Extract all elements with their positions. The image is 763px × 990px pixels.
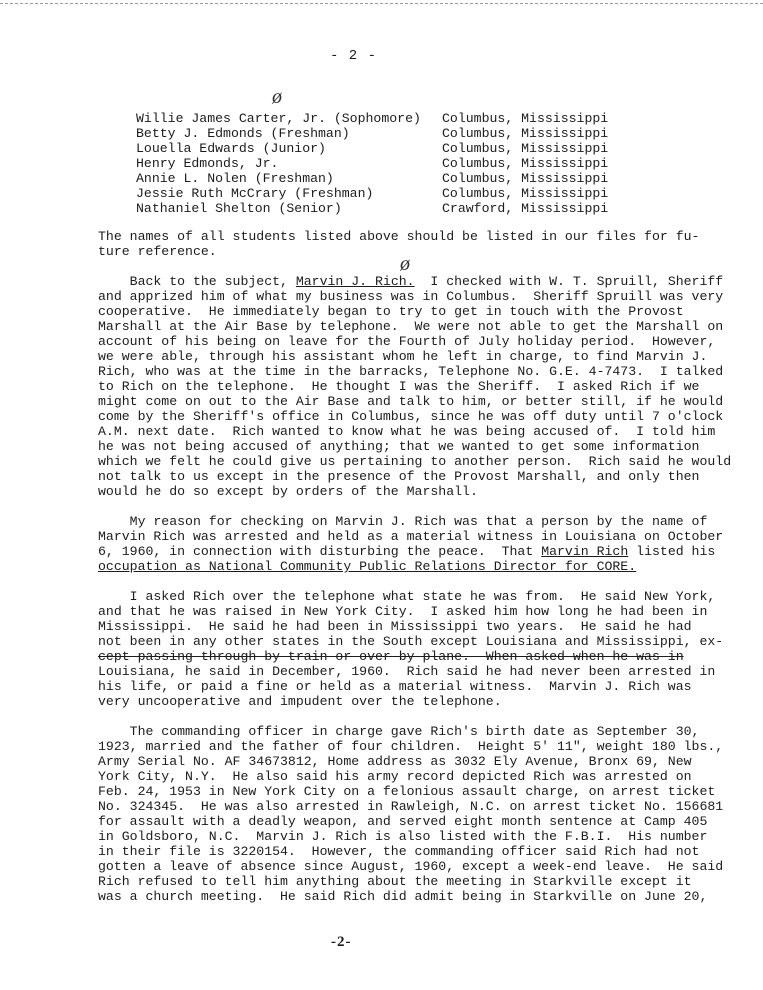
letter-body — [98, 229, 732, 919]
student-name: Willie James Carter, Jr. (Sophomore) — [136, 111, 421, 126]
student-row — [136, 111, 608, 126]
paragraph-text: My reason for checking on Marvin J. Rich was that a person by the name of Marvin Rich was arrested and held as a material witness in Louisiana on October 6, 1960, in connection with disturbing the peace. That — [98, 514, 724, 559]
student-city: Columbus, Mississippi — [442, 141, 609, 156]
student-city: Columbus, Mississippi — [442, 171, 609, 186]
student-name: Jessie Ruth McCrary (Freshman) — [136, 186, 374, 201]
student-city: Crawford, Mississippi — [442, 201, 609, 216]
page-number-footer: -2- — [331, 934, 352, 950]
student-row — [136, 201, 608, 216]
paragraph-text: Back to the subject, — [98, 274, 296, 289]
student-city: Columbus, Mississippi — [442, 186, 609, 201]
student-name: Nathaniel Shelton (Senior) — [136, 201, 342, 216]
handwritten-check-mark: ø — [400, 253, 410, 275]
student-name: Louella Edwards (Junior) — [136, 141, 326, 156]
student-city: Columbus, Mississippi — [442, 126, 609, 141]
page-top-edge — [0, 3, 763, 4]
paragraph-text: I asked Rich over the telephone what state he was from. He said New York, and that he was raised in New York City. I asked him how long he had been in Mississippi. He said he had been in Mississippi two years. He said he had not been in any other states in the South except Louisiana and Mississippi, ex- — [98, 589, 724, 649]
student-name: Annie L. Nolen (Freshman) — [136, 171, 334, 186]
paragraph-text: listed his — [636, 544, 716, 559]
paragraph-commanding-officer: The commanding officer in charge gave Rich's birth date as September 30, 1923, married and the father of four children. Height 5' 11", weight 180 lbs., Army Serial No. AF 34673812, Home address as 3032 Ely Avenue, Bronx 69, New York City, N.Y. He also said his army record depicted Rich was arrested on Feb. 24, 1953 in New York City on a felonious assault charge, on arrest ticket No. 324345. He was also arrested in Rawleigh, N.C. on arrest ticket No. 156681 for assault with a deadly weapon, and served eight month sentence at Camp 405 in Goldsboro, N.C. Marvin J. Rich is also listed with the F.B.I. His number in their file is 3220154. However, the commanding officer said Rich had not gotten a leave of absence since August, 1960, except a week-end leave. He said Rich refused to tell him anything about the meeting in Starkville except it was a church meeting. He said Rich did admit being in Starkville on June 20, — [98, 724, 724, 904]
paragraph-phone-interview — [98, 589, 724, 709]
student-list — [136, 111, 608, 216]
student-row — [136, 171, 608, 186]
student-city: Columbus, Mississippi — [442, 156, 609, 171]
page-number-header: - 2 - — [330, 48, 378, 64]
paragraph-text: I checked with W. T. Spruill, Sheriff — [414, 274, 724, 289]
student-row — [136, 141, 608, 156]
paragraph-text: Louisiana, he said in December, 1960. Rich said he had never been arrested in his life, or paid a fine or held as a material witness. Marvin J. Rich was very uncooperative and impudent over the telephone. — [98, 664, 716, 709]
student-name: Henry Edmonds, Jr. — [136, 156, 279, 171]
underlined-name: Marvin Rich — [541, 544, 629, 559]
struck-text: cept passing through by train or over by plane. When asked when he was in — [98, 649, 684, 664]
paragraph-reason — [98, 514, 724, 574]
underlined-occupation: occupation as National Community Public Relations Director for CORE. — [98, 559, 637, 574]
student-row — [136, 186, 608, 201]
student-name: Betty J. Edmonds (Freshman) — [136, 126, 350, 141]
paragraph-file-note: The names of all students listed above should be listed in our files for fu- ture reference. — [98, 229, 700, 259]
handwritten-check-mark: ø — [272, 86, 282, 108]
student-row — [136, 126, 608, 141]
subject-name: Marvin J. Rich. — [295, 274, 415, 289]
student-row — [136, 156, 608, 171]
paragraph-text: and apprized him of what my business was in Columbus. Sheriff Spruill was very cooperative. He immediately began to try to get in touch with the Provost Marshall at the Air Base by telephone. We were not able to get the Marshall on account of his being on leave for the Fourth of July holiday period. However, we were able, through his assistant whom he left in charge, to find Marvin J. Rich, who was at the time in the barracks, Telephone No. G.E. 4-7473. I talked to Rich on the telephone. He thought I was the Sheriff. I asked Rich if we might come on out to the Air Base and talk to him, or better still, if he would come by the Sheriff's office in Columbus, since he was off duty until 7 o'clock A.M. next date. Rich wanted to know what he was being accused of. I told him he was not being accused of anything; that we wanted to get some information which we felt he could give us pertaining to another person. Rich said he would not talk to us except in the presence of the Provost Marshall, and only then would he do so except by orders of the Marshall. — [98, 289, 732, 499]
student-city: Columbus, Mississippi — [442, 111, 609, 126]
paragraph-sheriff-call — [98, 274, 732, 499]
